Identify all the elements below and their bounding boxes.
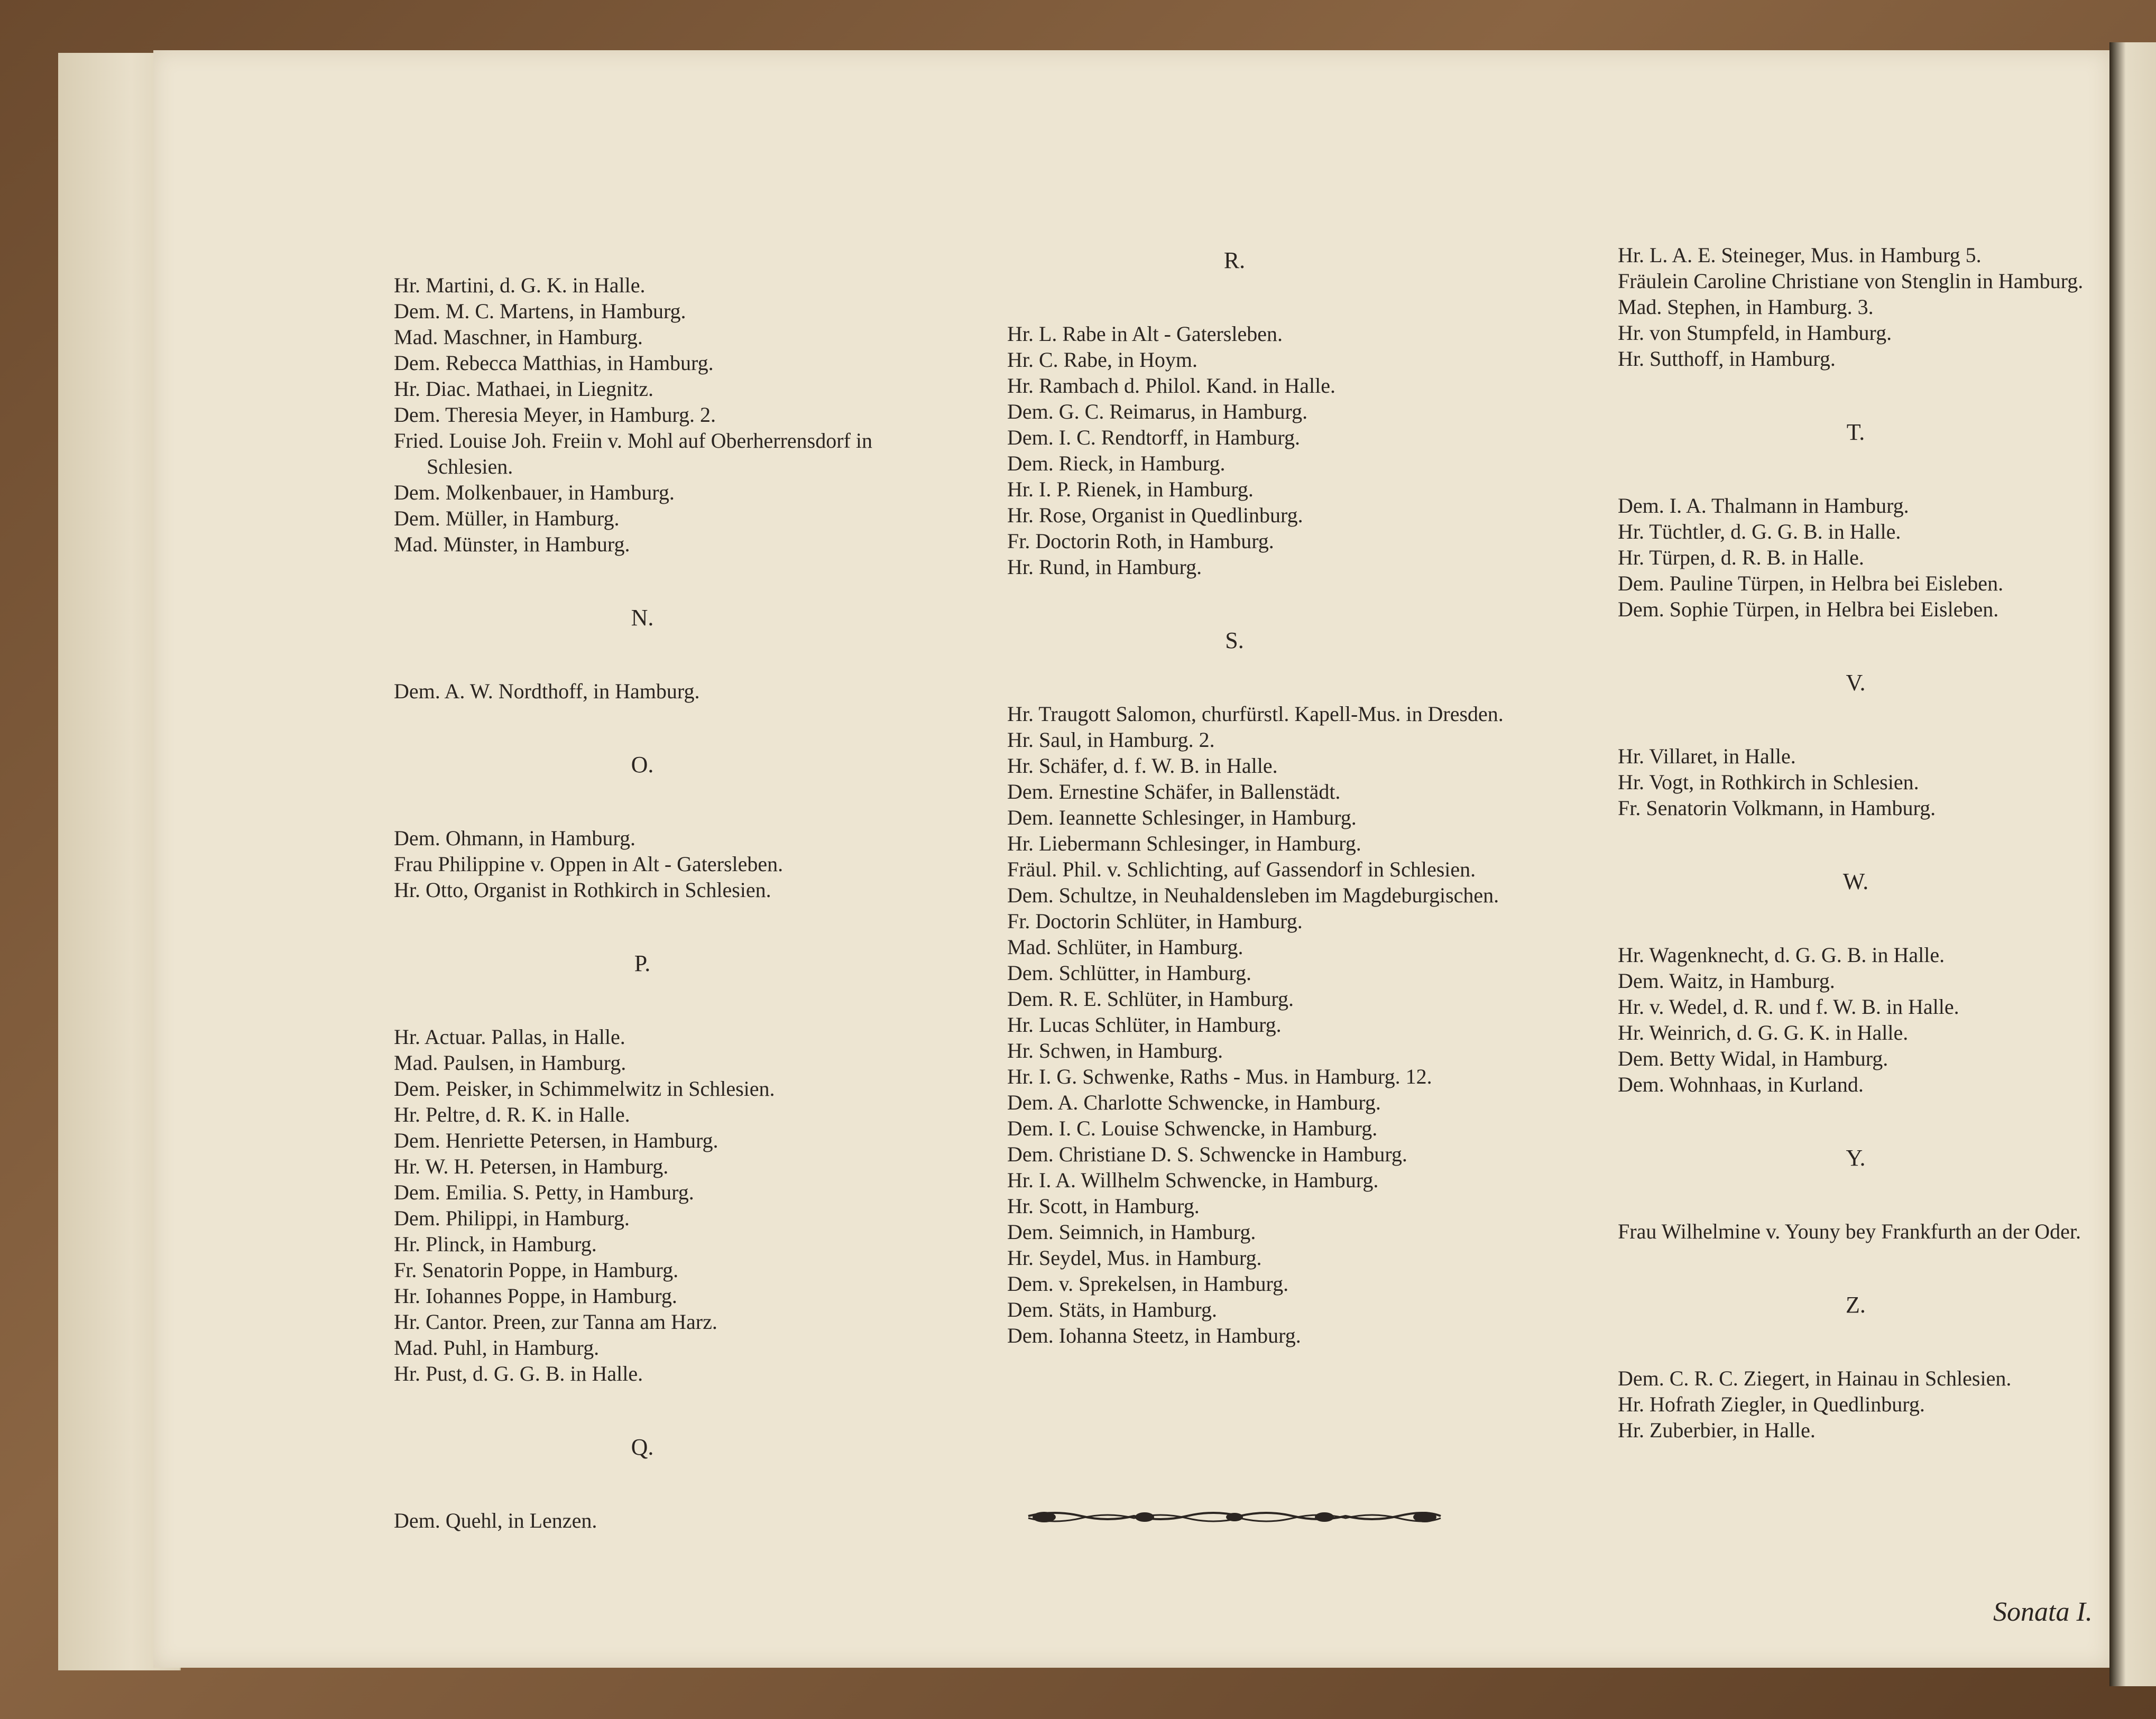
section-gap: [1618, 894, 2109, 942]
subscriber-entry: Hr. Weinrich, d. G. G. K. in Halle.: [1618, 1021, 1909, 1045]
subscriber-entry: Dem. Wohnhaas, in Kurland.: [1618, 1073, 1864, 1096]
section-gap: [1007, 580, 1531, 627]
subscriber-entry: Hr. Tüchtler, d. G. G. B. in Halle.: [1618, 520, 1901, 543]
subscriber-entry: Dem. G. C. Reimarus, in Hamburg.: [1007, 400, 1308, 423]
section-letter: V.: [1846, 670, 1866, 696]
ornament-divider: [1023, 1505, 1446, 1527]
subscriber-entry: Hr. Traugott Salomon, churfürstl. Kapell-Mus. in Dresden.: [1007, 702, 1504, 726]
subscriber-entry: Dem. Schultze, in Neuhaldensleben im Magdeburgischen.: [1007, 883, 1499, 907]
subscriber-entry: Hr. Sutthoff, in Hamburg.: [1618, 347, 1836, 371]
subscriber-entry: Mad. Maschner, in Hamburg.: [394, 325, 643, 349]
subscriber-entry: Dem. Stäts, in Hamburg.: [1007, 1298, 1218, 1321]
subscriber-entry: Dem. Henriette Petersen, in Hamburg.: [394, 1129, 718, 1152]
section-gap: [1007, 273, 1531, 321]
subscriber-entry: Hr. Plinck, in Hamburg.: [394, 1232, 597, 1256]
subscriber-entry: Fr. Doctorin Roth, in Hamburg.: [1007, 529, 1274, 553]
subscriber-entry: Hr. I. A. Willhelm Schwencke, in Hamburg.: [1007, 1168, 1379, 1192]
section-letter: P.: [634, 950, 651, 976]
subscriber-entry: Hr. Liebermann Schlesinger, in Hamburg.: [1007, 831, 1361, 855]
subscriber-entry: Hr. W. H. Petersen, in Hamburg.: [394, 1154, 669, 1178]
catchword: Sonata I.: [1993, 1597, 2093, 1627]
subscriber-entry: Dem. Molkenbauer, in Hamburg.: [394, 480, 675, 504]
subscriber-entry: Hr. Scott, in Hamburg.: [1007, 1194, 1200, 1218]
subscriber-entry: Dem. M. C. Martens, in Hamburg.: [394, 299, 686, 323]
subscriber-entry: Hr. Seydel, Mus. in Hamburg.: [1007, 1246, 1262, 1270]
subscriber-column-3: [1618, 242, 2109, 1443]
subscriber-entry: Hr. Martini, d. G. K. in Halle.: [394, 273, 646, 297]
subscriber-entry: Hr. Türpen, d. R. B. in Halle.: [1618, 546, 1864, 569]
subscriber-entry: Hr. Rambach d. Philol. Kand. in Halle.: [1007, 374, 1336, 398]
subscriber-entry: Dem. Theresia Meyer, in Hamburg. 2.: [394, 403, 716, 427]
section-gap: [394, 976, 928, 1024]
subscriber-entry: Dem. Ernestine Schäfer, in Ballenstädt.: [1007, 780, 1341, 803]
subscriber-entry: Dem. Sophie Türpen, in Helbra bei Eisleben.: [1618, 597, 1999, 621]
section-letter: W.: [1842, 868, 1869, 894]
section-letter: T.: [1846, 419, 1865, 445]
subscriber-entry: Fr. Senatorin Poppe, in Hamburg.: [394, 1258, 679, 1282]
subscriber-entry: Hr. Saul, in Hamburg. 2.: [1007, 728, 1215, 752]
section-gap: [1618, 696, 2109, 743]
section-gap: [394, 903, 928, 950]
section-letter: N.: [631, 605, 654, 631]
subscriber-entry: Hr. L. A. E. Steineger, Mus. in Hamburg 5.: [1618, 243, 1982, 267]
subscriber-entry: Hr. v. Wedel, d. R. und f. W. B. in Halle.: [1618, 995, 1959, 1019]
section-gap: [1618, 1244, 2109, 1292]
subscriber-entry: Mad. Schlüter, in Hamburg.: [1007, 935, 1243, 959]
subscriber-entry: Hr. Cantor. Preen, zur Tanna am Harz.: [394, 1310, 717, 1334]
section-letter: Q.: [631, 1434, 654, 1460]
subscriber-entry: Mad. Paulsen, in Hamburg.: [394, 1051, 626, 1075]
subscriber-entry: Hr. Villaret, in Halle.: [1618, 744, 1796, 768]
subscriber-entry: Fried. Louise Joh. Freiin v. Mohl auf Oberherrensdorf in Schlesien.: [394, 429, 872, 478]
section-gap: [1618, 622, 2109, 670]
subscriber-entry: Dem. Philippi, in Hamburg.: [394, 1206, 630, 1230]
subscriber-entry: Dem. Peisker, in Schimmelwitz in Schlesien.: [394, 1077, 775, 1101]
subscriber-entry: Dem. Seimnich, in Hamburg.: [1007, 1220, 1256, 1244]
subscriber-entry: Fr. Senatorin Volkmann, in Hamburg.: [1618, 796, 1936, 820]
section-gap: [1618, 372, 2109, 419]
subscriber-entry: Dem. Rebecca Matthias, in Hamburg.: [394, 351, 714, 375]
subscriber-entry: Hr. I. G. Schwenke, Raths - Mus. in Hamburg. 12.: [1007, 1065, 1432, 1088]
subscriber-entry: Hr. Lucas Schlüter, in Hamburg.: [1007, 1013, 1282, 1037]
subscriber-entry: Hr. C. Rabe, in Hoym.: [1007, 348, 1197, 372]
subscriber-entry: Hr. Schwen, in Hamburg.: [1007, 1039, 1223, 1062]
subscriber-entry: Dem. I. A. Thalmann in Hamburg.: [1618, 494, 1909, 517]
subscriber-entry: Fräul. Phil. v. Schlichting, auf Gassendorf in Schlesien.: [1007, 857, 1476, 881]
subscriber-entry: Dem. A. W. Nordthoff, in Hamburg.: [394, 679, 700, 703]
subscriber-entry: Fr. Doctorin Schlüter, in Hamburg.: [1007, 909, 1303, 933]
subscriber-entry: Dem. Waitz, in Hamburg.: [1618, 969, 1835, 993]
section-letter: Y.: [1846, 1145, 1866, 1171]
section-gap: [1618, 821, 2109, 868]
subscriber-entry: Dem. A. Charlotte Schwencke, in Hamburg.: [1007, 1090, 1381, 1114]
subscriber-entry: Hr. Hofrath Ziegler, in Quedlinburg.: [1618, 1392, 1925, 1416]
section-gap: [1618, 1318, 2109, 1365]
subscriber-entry: Hr. Iohannes Poppe, in Hamburg.: [394, 1284, 677, 1308]
subscriber-entry: Dem. R. E. Schlüter, in Hamburg.: [1007, 987, 1294, 1011]
section-letter: O.: [631, 752, 654, 778]
section-gap: [1007, 653, 1531, 701]
subscriber-entry: Hr. L. Rabe in Alt - Gatersleben.: [1007, 322, 1283, 346]
subscriber-entry: Hr. Actuar. Pallas, in Halle.: [394, 1025, 625, 1049]
subscriber-entry: Hr. Diac. Mathaei, in Liegnitz.: [394, 377, 653, 401]
section-letter: Z.: [1846, 1292, 1866, 1318]
subscriber-entry: Hr. Pust, d. G. G. B. in Halle.: [394, 1362, 643, 1385]
subscriber-entry: Hr. Zuberbier, in Halle.: [1618, 1418, 1816, 1442]
subscriber-entry: Dem. Ieannette Schlesinger, in Hamburg.: [1007, 806, 1357, 829]
subscriber-entry: Dem. Quehl, in Lenzen.: [394, 1509, 597, 1532]
subscriber-entry: Dem. Emilia. S. Petty, in Hamburg.: [394, 1180, 694, 1204]
subscriber-entry: Frau Wilhelmine v. Youny bey Frankfurth an der Oder.: [1618, 1219, 2081, 1243]
subscriber-entry: Hr. Peltre, d. R. K. in Halle.: [394, 1103, 630, 1126]
subscriber-entry: Dem. Iohanna Steetz, in Hamburg.: [1007, 1324, 1301, 1347]
subscriber-entry: Mad. Stephen, in Hamburg. 3.: [1618, 295, 1874, 319]
subscriber-entry: Hr. Rose, Organist in Quedlinburg.: [1007, 503, 1303, 527]
section-letter: R.: [1223, 247, 1246, 273]
section-letter: S.: [1225, 627, 1244, 653]
section-gap: [394, 1460, 928, 1508]
section-gap: [394, 778, 928, 825]
subscriber-entry: Dem. Schlütter, in Hamburg.: [1007, 961, 1252, 985]
subscriber-entry: Mad. Puhl, in Hamburg.: [394, 1336, 600, 1360]
subscriber-entry: Hr. von Stumpfeld, in Hamburg.: [1618, 321, 1892, 345]
subscriber-entry: Hr. Otto, Organist in Rothkirch in Schlesien.: [394, 878, 771, 902]
subscriber-entry: Hr. Schäfer, d. f. W. B. in Halle.: [1007, 754, 1278, 778]
subscriber-entry: Hr. Wagenknecht, d. G. G. B. in Halle.: [1618, 943, 1945, 967]
section-gap: [1618, 1097, 2109, 1145]
subscriber-column-2: [1007, 247, 1531, 1348]
section-gap: [394, 631, 928, 678]
section-gap: [1618, 1171, 2109, 1218]
subscriber-entry: Mad. Münster, in Hamburg.: [394, 532, 630, 556]
subscriber-entry: Dem. Pauline Türpen, in Helbra bei Eisleben.: [1618, 571, 2004, 595]
subscriber-entry: Fräulein Caroline Christiane von Stenglin in Hamburg.: [1618, 269, 2084, 293]
section-gap: [394, 1387, 928, 1434]
subscriber-entry: Hr. I. P. Rienek, in Hamburg.: [1007, 477, 1254, 501]
page-edge-right: [2109, 42, 2156, 1686]
subscriber-entry: Dem. I. C. Rendtorff, in Hamburg.: [1007, 426, 1301, 449]
subscriber-entry: Dem. C. R. C. Ziegert, in Hainau in Schlesien.: [1618, 1366, 2012, 1390]
section-gap: [394, 704, 928, 752]
section-gap: [394, 557, 928, 605]
subscriber-entry: Dem. Ohmann, in Hamburg.: [394, 826, 635, 850]
subscriber-entry: Hr. Rund, in Hamburg.: [1007, 555, 1202, 579]
subscriber-entry: Dem. Christiane D. S. Schwencke in Hamburg.: [1007, 1142, 1407, 1166]
section-gap: [1618, 445, 2109, 493]
subscriber-entry: Frau Philippine v. Oppen in Alt - Gatersleben.: [394, 852, 784, 876]
subscriber-entry: Dem. I. C. Louise Schwencke, in Hamburg.: [1007, 1116, 1378, 1140]
subscriber-entry: Hr. Vogt, in Rothkirch in Schlesien.: [1618, 770, 1919, 794]
subscriber-entry: Dem. v. Sprekelsen, in Hamburg.: [1007, 1272, 1289, 1296]
subscriber-column-1: [394, 272, 928, 1533]
subscriber-entry: Dem. Betty Widal, in Hamburg.: [1618, 1047, 1888, 1070]
subscriber-entry: Dem. Rieck, in Hamburg.: [1007, 451, 1226, 475]
subscriber-entry: Dem. Müller, in Hamburg.: [394, 506, 620, 530]
